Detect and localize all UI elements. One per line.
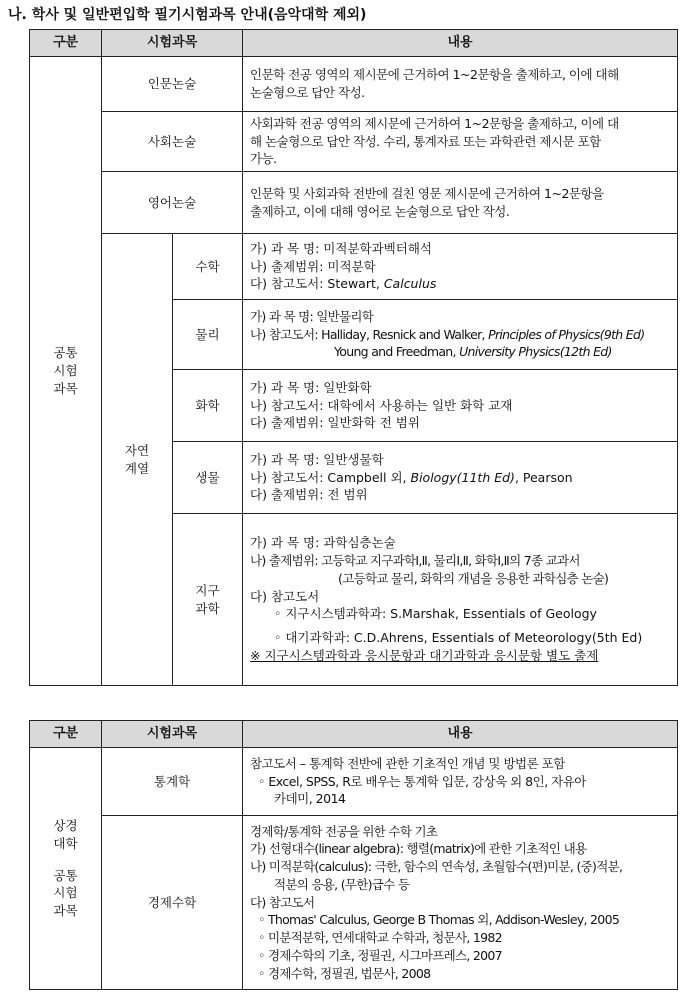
subject-physics: 물리 [173, 300, 243, 370]
header-content: 내용 [243, 30, 678, 57]
subject-social: 사회논술 [102, 112, 243, 172]
header-content: 내용 [243, 721, 678, 748]
subject-biology: 생물 [173, 442, 243, 514]
page-title: 나. 학사 및 일반편입학 필기시험과목 안내(음악대학 제외) [8, 7, 367, 23]
content-chemistry: 가) 과 목 명: 일반화학 나) 참고도서: 대학에서 사용하는 일반 화학 교재 다) 출제범위: 일반화학 전 범위 [243, 370, 678, 442]
table-row [30, 748, 678, 816]
subject-statistics: 통계학 [102, 748, 243, 816]
header-category: 구분 [30, 721, 102, 748]
table-header-row [30, 721, 678, 748]
content-math: 가) 과 목 명: 미적분학과벡터해석 나) 출제범위: 미적분학 다) 참고도서: Stewart, Calculus [243, 234, 678, 300]
table-row [30, 112, 678, 172]
header-subject: 시험과목 [102, 30, 243, 57]
header-subject: 시험과목 [102, 721, 243, 748]
header-category: 구분 [30, 30, 102, 57]
table-row [30, 816, 678, 990]
earth-science-note: ※ 지구시스템과학과 응시문항과 대기과학과 응시문항 별도 출제 [250, 647, 599, 663]
subject-earth-science: 지구 과학 [173, 514, 243, 686]
subject-math: 수학 [173, 234, 243, 300]
content-english: 인문학 및 사회과학 전반에 걸친 영문 제시문에 근거하여 1~2문항을 출제하고, 이에 대해 영어로 논술형으로 답안 작성. [243, 172, 678, 234]
content-biology: 가) 과 목 명: 일반생물학 나) 참고도서: Campbell 외, Biology(11th Ed), Pearson 다) 출제범위: 전 범위 [243, 442, 678, 514]
content-earth-science: 가) 과 목 명: 과학심층논술 나) 출제범위: 고등학교 지구과학Ⅰ,Ⅱ, 물리Ⅰ,Ⅱ, 화학Ⅰ,Ⅱ의 7종 교과서 (고등학교 물리, 화학의 개념을 응용한 과학심층 논술) 다) 참고도서 ◦ 지구시스템과학과: S.Marshak, Essentials of Geology ◦ 대기과학과: C.D.Ahrens, Essentials of Meteorology(5th Ed) ※ 지구시스템과학과 응시문항과 대기과학과 응시문항 별도 출제 [243, 514, 678, 686]
content-economic-math: 경제학/통계학 전공을 위한 수학 기초 가) 선형대수(linear algebra): 행렬(matrix)에 관한 기초적인 내용 나) 미적분학(calculus): 극한, 함수의 연속성, 초월함수(편)미분, (중)적분, 적분의 응용, (무한)급수 등 다) 참고도서 ◦ Thomas' Calculus, George B Thomas 외, Addison-Wesley, 2005 ◦ 미분적분학, 연세대학교 수학과, 청문사, 1982 ◦ 경제수학의 기초, 정필권, 시그마프레스, 2007 ◦ 경제수학, 정필권, 법문사, 2008 [243, 816, 678, 990]
subject-humanities: 인문논술 [102, 57, 243, 112]
subject-english: 영어논술 [102, 172, 243, 234]
table-row [30, 172, 678, 234]
content-physics: 가) 과 목 명: 일반물리학 나) 참고도서: Halliday, Resnick and Walker, Principles of Physics(9th Ed) Young and Freedman, University Physics(12th Ed) [243, 300, 678, 370]
group-cell-science: 자연 계열 [102, 234, 173, 686]
content-humanities: 인문학 전공 영역의 제시문에 근거하여 1~2문항을 출제하고, 이에 대해 논술형으로 답안 작성. [243, 57, 678, 112]
subject-chemistry: 화학 [173, 370, 243, 442]
subject-economic-math: 경제수학 [102, 816, 243, 990]
table-row [30, 57, 678, 112]
exam-subjects-table-business [29, 720, 678, 990]
group-cell-common: 공통 시험 과목 [30, 57, 102, 686]
table-header-row [30, 30, 678, 57]
exam-subjects-table-common [29, 29, 678, 686]
table-row [30, 234, 678, 300]
group-cell-business: 상경 대학 공통 시험 과목 [30, 748, 102, 990]
content-social: 사회과학 전공 영역의 제시문에 근거하여 1~2문항을 출제하고, 이에 대 해 논술형으로 답안 작성. 수리, 통계자료 또는 과학관련 제시문 포함 가능. [243, 112, 678, 172]
content-statistics: 참고도서 – 통계학 전반에 관한 기초적인 개념 및 방법론 포함 ◦ Excel, SPSS, R로 배우는 통계학 입문, 강상욱 외 8인, 자유아 카데미, 2014 [243, 748, 678, 816]
